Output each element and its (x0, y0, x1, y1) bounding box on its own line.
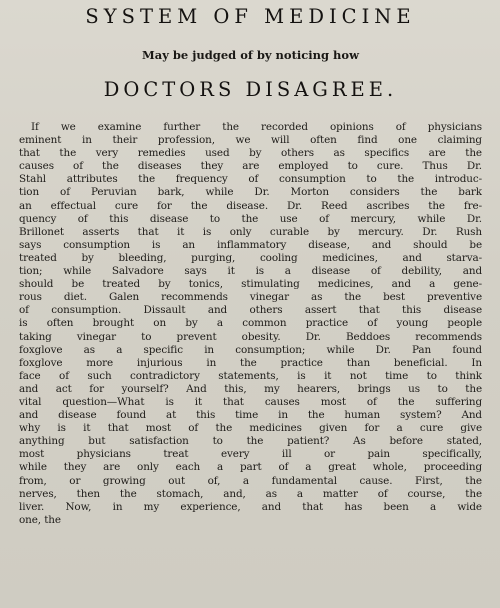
article-line: anything but satisfaction to the patient? As before stated, (19, 435, 482, 448)
article-line: liver. Now, in my experience, and that has been a wide (19, 500, 482, 513)
article-line: nerves, then the stomach, and, as a matter of course, the (19, 487, 482, 500)
headline-doctors-disagree: DOCTORS DISAGREE. (103, 78, 398, 101)
article-line: and act for yourself? And this, my hearers, brings us to the (19, 382, 482, 395)
article-line: face of such contradictory statements, is it not time to think (19, 369, 482, 382)
article-line: why is it that most of the medicines given for a cure give (19, 422, 482, 435)
article-line: is often brought on by a common practice of young people (19, 317, 482, 330)
headline-system-of-medicine: SYSTEM OF MEDICINE (85, 5, 416, 28)
article-line: Stahl attributes the frequency of consumption to the introduc- (19, 173, 482, 186)
article-line: should be treated by tonics, stimulating medicines, and a gene- (19, 278, 482, 291)
article-line: treated by bleeding, purging, cooling medicines, and starva- (19, 251, 482, 264)
article-line: causes of the diseases they are employed to cure. Thus Dr. (19, 160, 482, 173)
article-line: says consumption is an inflammatory disease, and should be (19, 238, 482, 251)
article-line: tion; while Salvadore says it is a disease of debility, and (19, 265, 482, 278)
article-line: of consumption. Dissault and others assert that this disease (19, 304, 482, 317)
article-line: vital question—What is it that causes most of the suffering (19, 395, 482, 408)
article-line: foxglove as a specific in consumption; while Dr. Pan found (19, 343, 482, 356)
article-line: eminent in their profession, we will often find one claiming (19, 134, 482, 147)
article-line: an effectual cure for the disease. Dr. Reed ascribes the fre- (19, 199, 482, 212)
article-line: If we examine further the recorded opinions of physicians (31, 121, 482, 133)
article-line: rous diet. Galen recommends vinegar as the best preventive (19, 291, 482, 304)
article-line: foxglove more injurious in the practice than beneficial. In (19, 356, 482, 369)
article-line: quency of this disease to the use of mercury, while Dr. (19, 212, 482, 225)
article-line: while they are only each a part of a great whole, proceeding (19, 461, 482, 474)
article-line: tion of Peruvian bark, while Dr. Morton considers the bark (19, 186, 482, 199)
subheadline: May be judged of by noticing how (142, 48, 359, 62)
article-body (19, 121, 482, 527)
article-line: and disease found at this time in the human system? And (19, 409, 482, 422)
article-line: from, or growing out of, a fundamental cause. First, the (19, 474, 482, 487)
article-line: taking vinegar to prevent obesity. Dr. Beddoes recommends (19, 330, 482, 343)
article-line: Brillonet asserts that it is only curable by mercury. Dr. Rush (19, 225, 482, 238)
article-line: one, the (19, 513, 61, 526)
article-line: most physicians treat every ill or pain specifically, (19, 448, 482, 461)
article-line: that the very remedies used by others as specifics are the (19, 147, 482, 160)
